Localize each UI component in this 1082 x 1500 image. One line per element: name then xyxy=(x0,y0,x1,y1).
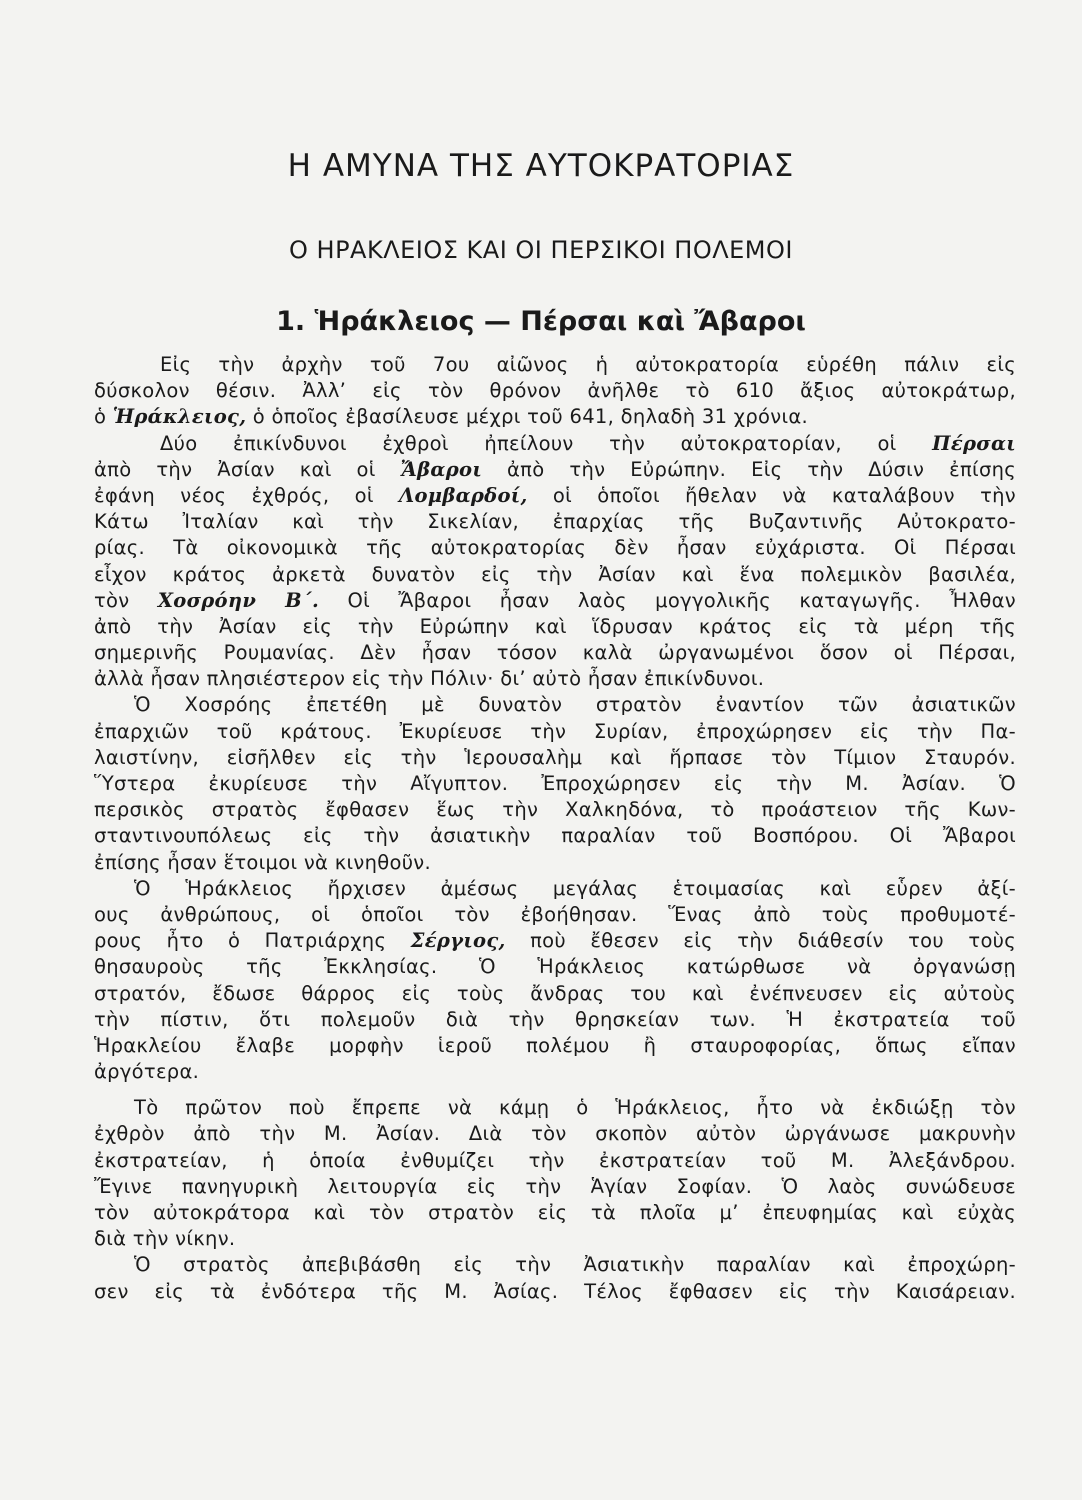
text-line: σεν εἰς τὰ ἐνδότερα τῆς Μ. Ἀσίας. Τέλος ἔφθασεν εἰς τὴν Καισάρειαν. xyxy=(94,1279,1016,1303)
text-line: Ὁ στρατὸς ἀπεβιβάσθη εἰς τὴν Ἀσιατικὴν παραλίαν καὶ ἐπροχώρη- xyxy=(134,1253,1016,1277)
name-emphasis: Σέργιος, xyxy=(410,929,506,953)
text-line: ἐπαρχιῶν τοῦ κράτους. Ἐκυρίευσε τὴν Συρίαν, ἐπροχώρησεν εἰς τὴν Πα- xyxy=(94,719,1016,743)
text-line xyxy=(94,483,1016,509)
text-line xyxy=(94,928,1016,954)
name-emphasis: Λομβαρδοί, xyxy=(399,483,528,507)
name-emphasis: Πέρσαι xyxy=(932,431,1016,455)
text-line: περσικὸς στρατὸς ἔφθασεν ἕως τὴν Χαλκηδόνα, τὸ προάστειον τῆς Κων- xyxy=(94,798,1016,822)
paragraph xyxy=(94,692,1016,875)
text-line: τὸν αὐτοκράτορα καὶ τὸν στρατὸν εἰς τὰ πλοῖα μ’ ἐπευφημίας καὶ εὐχὰς xyxy=(94,1201,1016,1224)
name-emphasis: Ἡράκλειος, xyxy=(112,405,247,429)
text-line: ἀργότερα. xyxy=(94,1060,200,1084)
text-run: ὁ xyxy=(94,405,107,429)
text-run: τὸν xyxy=(94,588,130,612)
text-run: Οἱ Ἄβαροι ἦσαν λαὸς μογγολικῆς καταγωγῆς. Ἦλθαν xyxy=(347,588,1017,612)
text-line: Ὕστερα ἐκυρίευσε τὴν Αἴγυπτον. Ἐπροχώρησεν εἰς τὴν Μ. Ἀσίαν. Ὁ xyxy=(94,772,1016,795)
text-run: ρους ἦτο ὁ Πατριάρχης xyxy=(94,929,387,953)
text-run: ἀπὸ τὴν Ἀσίαν καὶ οἱ xyxy=(94,457,376,481)
name-emphasis: Ἄβαροι xyxy=(400,457,483,481)
text-line: λαιστίνην, εἰσῆλθεν εἰς τὴν Ἱερουσαλὴμ καὶ ἥρπασε τὸν Τίμιον Σταυρόν. xyxy=(94,745,1016,769)
section-heading: 1. Ἡράκλειος — Πέρσαι καὶ Ἄβαροι xyxy=(276,306,806,337)
text-run: οἱ ὁποῖοι ἤθελαν νὰ καταλάβουν τὴν xyxy=(552,483,1016,507)
paragraph xyxy=(94,352,1016,431)
paragraph xyxy=(94,431,1016,693)
body-text xyxy=(94,352,1016,1305)
text-line xyxy=(94,588,1016,614)
text-line: ἐχθρὸν ἀπὸ τὴν Μ. Ἀσίαν. Διὰ τὸν σκοπὸν αὐτὸν ὠργάνωσε μακρυνὴν xyxy=(94,1122,1016,1146)
text-line: ἐπίσης ἦσαν ἕτοιμοι νὰ κινηθοῦν. xyxy=(94,850,431,874)
text-line: στρατόν, ἔδωσε θάρρος εἰς τοὺς ἄνδρας του καὶ ἐνέπνευσεν εἰς αὐτοὺς xyxy=(94,981,1016,1005)
text-line: Κάτω Ἰταλίαν καὶ τὴν Σικελίαν, ἐπαρχίας τῆς Βυζαντινῆς Αὐτοκρατο- xyxy=(94,510,1016,534)
paragraph xyxy=(94,1252,1016,1304)
text-line xyxy=(94,457,1016,483)
text-line: ἀλλὰ ἦσαν πλησιέστερον εἰς τὴν Πόλιν· δι’ αὐτὸ ἦσαν ἐπικίνδυνοι. xyxy=(94,667,765,691)
text-line: εἶχον κράτος ἀρκετὰ δυνατὸν εἰς τὴν Ἀσίαν καὶ ἕνα πολεμικὸν βασιλέα, xyxy=(94,562,1016,586)
text-line: διὰ τὴν νίκην. xyxy=(94,1227,236,1251)
page-title: Η ΑΜΥΝΑ ΤΗΣ ΑΥΤΟΚΡΑΤΟΡΙΑΣ xyxy=(287,148,795,184)
text-line: Ὁ Ἡράκλειος ἤρχισεν ἀμέσως μεγάλας ἑτοιμασίας καὶ εὗρεν ἀξί- xyxy=(134,876,1016,900)
text-line: ους ἀνθρώπους, οἱ ὁποῖοι τὸν ἐβοήθησαν. Ἕνας ἀπὸ τοὺς προθυμοτέ- xyxy=(94,902,1016,926)
text-line xyxy=(94,404,1016,430)
text-line: ἀπὸ τὴν Ἀσίαν εἰς τὴν Εὐρώπην καὶ ἵδρυσαν κράτος εἰς τὰ μέρη τῆς xyxy=(94,614,1016,638)
text-line xyxy=(94,431,1016,457)
text-line: θησαυροὺς τῆς Ἐκκλησίας. Ὁ Ἡράκλειος κατώρθωσε νὰ ὀργανώσῃ xyxy=(94,955,1016,979)
paragraph xyxy=(94,1095,1016,1252)
text-line: Ἔγινε πανηγυρικὴ λειτουργία εἰς τὴν Ἁγίαν Σοφίαν. Ὁ λαὸς συνώδευσε xyxy=(94,1174,1016,1198)
text-line: δύσκολον θέσιν. Ἀλλ’ εἰς τὸν θρόνον ἀνῆλθε τὸ 610 ἄξιος αὐτοκράτωρ, xyxy=(94,379,1016,403)
name-emphasis: Χοσρόην Β΄. xyxy=(157,588,320,612)
text-line: ἐκστρατείαν, ἡ ὁποία ἐνθυμίζει τὴν ἐκστρατείαν τοῦ Μ. Ἀλεξάνδρου. xyxy=(94,1148,1016,1172)
text-line: ρίας. Τὰ οἰκονομικὰ τῆς αὐτοκρατορίας δὲν ἦσαν εὐχάριστα. Οἱ Πέρσαι xyxy=(94,536,1016,560)
text-line: τὴν πίστιν, ὅτι πολεμοῦν διὰ τὴν θρησκείαν των. Ἡ ἐκστρατεία τοῦ xyxy=(94,1007,1016,1031)
text-run: ἐφάνη νέος ἐχθρός, οἱ xyxy=(94,483,374,507)
chapter-subtitle: Ο ΗΡΑΚΛΕΙΟΣ ΚΑΙ ΟΙ ΠΕΡΣΙΚΟΙ ΠΟΛΕΜΟΙ xyxy=(289,236,793,264)
text-run: Δύο ἐπικίνδυνοι ἐχθροὶ ἠπείλουν τὴν αὐτοκρατορίαν, οἱ xyxy=(160,431,897,455)
text-line: σταντινουπόλεως εἰς τὴν ἀσιατικὴν παραλίαν τοῦ Βοσπόρου. Οἱ Ἄβαροι xyxy=(94,824,1016,848)
text-line: Τὸ πρῶτον ποὺ ἔπρεπε νὰ κάμῃ ὁ Ἡράκλειος, ἦτο νὰ ἐκδιώξῃ τὸν xyxy=(134,1096,1016,1120)
text-line: Εἰς τὴν ἀρχὴν τοῦ 7ου αἰῶνος ἡ αὐτοκρατορία εὑρέθη πάλιν εἰς xyxy=(160,353,1016,376)
paragraph xyxy=(94,876,1016,1086)
text-line: σημερινῆς Ρουμανίας. Δὲν ἦσαν τόσον καλὰ ὠργανωμένοι ὅσον οἱ Πέρσαι, xyxy=(94,641,1016,665)
paragraph-gap xyxy=(94,1085,1016,1095)
text-line: Ἡρακλείου ἔλαβε μορφὴν ἱεροῦ πολέμου ἢ σταυροφορίας, ὅπως εἴπαν xyxy=(94,1033,1016,1057)
text-run: ποὺ ἔθεσεν εἰς τὴν διάθεσίν του τοὺς xyxy=(530,929,1017,953)
text-line: Ὁ Χοσρόης ἐπετέθη μὲ δυνατὸν στρατὸν ἐναντίον τῶν ἀσιατικῶν xyxy=(134,693,1016,717)
text-run: ὁ ὁποῖος ἐβασίλευσε μέχρι τοῦ 641, δηλαδὴ 31 χρόνια. xyxy=(252,405,809,429)
text-run: ἀπὸ τὴν Εὐρώπην. Εἰς τὴν Δύσιν ἐπίσης xyxy=(507,457,1017,481)
